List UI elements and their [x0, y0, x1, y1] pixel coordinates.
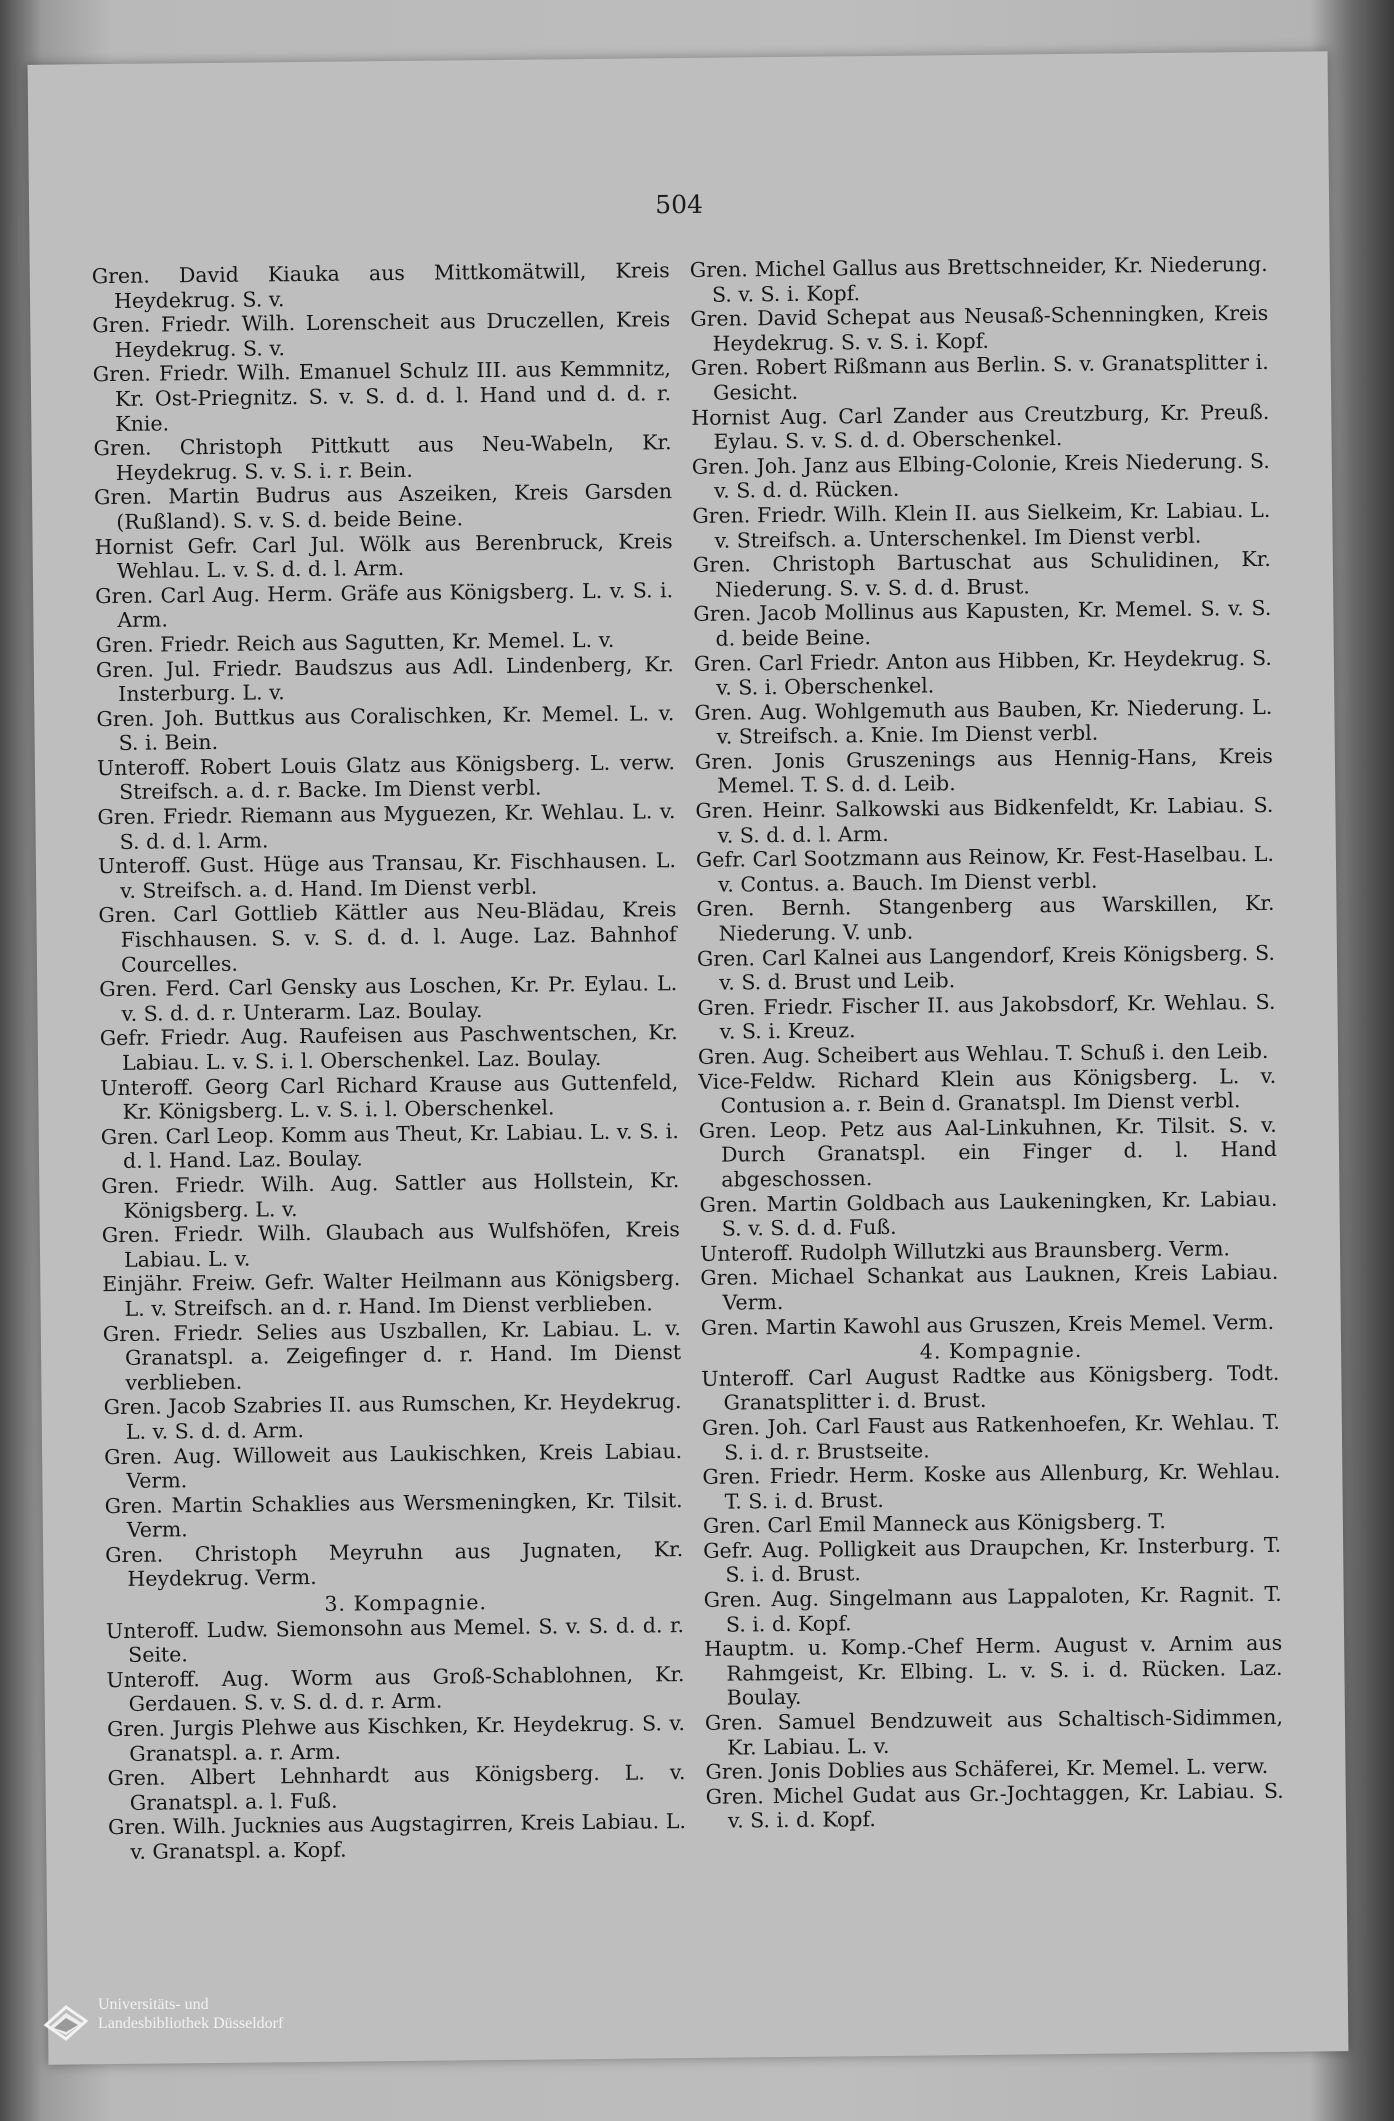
list-entry: Gren. Robert Rißmann aus Berlin. S. v. Granatsplitter i. Gesicht.: [690, 350, 1269, 405]
list-entry: Gren. Carl Kalnei aus Langendorf, Kreis Königsberg. S. v. S. d. Brust und Leib.: [696, 940, 1276, 995]
list-entry: Gren. Aug. Willoweit aus Laukischken, Kreis Labiau. Verm.: [104, 1438, 683, 1493]
library-logo: [40, 1995, 310, 2055]
list-entry: Gren. Martin Schaklies aus Wersmeningken, Kr. Tilsit. Verm.: [104, 1487, 683, 1543]
list-entry: Einjähr. Freiw. Gefr. Walter Heilmann aus Königsberg. L. v. Streifsch. an d. r. Hand. Im Dienst verblieben.: [102, 1266, 681, 1321]
list-entry: Gren. Joh. Buttkus aus Coralischken, Kr. Memel. L. v. S. i. Bein.: [96, 700, 675, 756]
list-entry: Gefr. Friedr. Aug. Raufeisen aus Paschwentschen, Kr. Labiau. L. v. S. i. l. Oberschenkel. Laz. Boulay.: [99, 1020, 678, 1075]
list-entry: Gren. Leop. Petz aus Aal-Linkuhnen, Kr. Tilsit. S. v. Durch Granatspl. ein Finger d. l. Hand abgeschossen.: [698, 1112, 1278, 1192]
list-entry: Gren. Christoph Bartuschat aus Schulidinen, Kr. Niederung. S. v. S. d. d. Brust.: [692, 546, 1271, 602]
list-entry: Gren. Carl Aug. Herm. Gräfe aus Königsberg. L. v. S. i. Arm.: [95, 577, 674, 633]
list-entry: Unteroff. Robert Louis Glatz aus Königsberg. L. verw. Streifsch. a. d. r. Backe. Im Dienst verbl.: [96, 749, 676, 805]
list-entry: Gren. Friedr. Wilh. Glaubach aus Wulfshöfen, Kreis Labiau. L. v.: [101, 1217, 680, 1272]
list-entry: Gren. Albert Lehnhardt aus Königsberg. L. v. Granatspl. a. l. Fuß.: [107, 1760, 686, 1815]
list-entry: Gren. Aug. Singelmann aus Lappaloten, Kr. Ragnit. T. S. i. d. Kopf.: [703, 1581, 1282, 1637]
list-entry: Unteroff. Georg Carl Richard Krause aus Guttenfeld, Kr. Königsberg. L. v. S. i. l. Oberschenkel.: [100, 1069, 679, 1125]
list-entry: Gren. Friedr. Selies aus Uszballen, Kr. Labiau. L. v. Granatspl. a. Zeigefinger d. r. Hand. Im Dienst verblieben.: [102, 1315, 682, 1395]
library-logo-line1: Universitäts- und: [98, 1996, 209, 2013]
page-number: 504: [655, 189, 704, 220]
list-entry: Unteroff. Aug. Worm aus Groß-Schablohnen, Kr. Gerdauen. S. v. S. d. d. r. Arm.: [106, 1661, 685, 1717]
list-entry: Gren. Heinr. Salkowski aus Bidkenfeldt, Kr. Labiau. S. v. S. d. d. l. Arm.: [695, 792, 1274, 848]
list-entry: Gren. Friedr. Wilh. Lorenscheit aus Druczellen, Kreis Heydekrug. S. v.: [92, 307, 671, 362]
list-entry: Gren. Bernh. Stangenberg aus Warskillen, Kr. Niederung. V. unb.: [696, 891, 1275, 946]
list-entry: Gren. Friedr. Wilh. Klein II. aus Sielkeim, Kr. Labiau. L. v. Streifsch. a. Unterschenkel. Im Dienst verbl.: [692, 497, 1271, 553]
list-entry: Hornist Aug. Carl Zander aus Creutzburg, Kr. Preuß. Eylau. S. v. S. d. d. Oberschenkel.: [691, 399, 1270, 454]
list-entry: Gren. Joh. Carl Faust aus Ratkenhoefen, Kr. Wehlau. T. S. i. d. r. Brustseite.: [701, 1409, 1280, 1465]
list-entry: Gren. Christoph Pittkutt aus Neu-Wabeln, Kr. Heydekrug. S. v. S. i. r. Bein.: [93, 430, 672, 485]
list-entry: Gren. Michael Schankat aus Lauknen, Kreis Labiau. Verm.: [700, 1260, 1279, 1315]
list-entry: Gren. David Kiauka aus Mittkomätwill, Kreis Heydekrug. S. v.: [91, 258, 670, 313]
right-column: [690, 252, 1284, 1834]
list-entry: Gren. Michel Gallus aus Brettschneider, Kr. Niederung. S. v. S. i. Kopf.: [689, 251, 1268, 307]
list-entry: Unteroff. Carl August Radtke aus Königsberg. Todt. Granatsplitter i. d. Brust.: [701, 1360, 1280, 1415]
left-column: [92, 258, 687, 1865]
list-entry: Gren. Aug. Scheibert aus Wehlau. T. Schuß i. den Leib.: [697, 1038, 1269, 1069]
list-entry: Gren. Jacob Szabries II. aus Rumschen, Kr. Heydekrug. L. v. S. d. d. Arm.: [103, 1389, 682, 1444]
list-entry: Gren. Friedr. Fischer II. aus Jakobsdorf, Kr. Wehlau. S. v. S. i. Kreuz.: [697, 989, 1276, 1045]
list-entry: Gren. Friedr. Wilh. Aug. Sattler aus Hollstein, Kr. Königsberg. L. v.: [101, 1168, 680, 1223]
list-entry: Gren. Friedr. Reich aus Sagutten, Kr. Memel. L. v.: [95, 627, 615, 658]
section-heading: 3. Kompagnie.: [324, 1590, 488, 1616]
list-entry: Gren. Aug. Wohlgemuth aus Bauben, Kr. Niederung. L. v. Streifsch. a. Knie. Im Dienst verbl.: [694, 694, 1273, 749]
list-entry: Gren. Jacob Mollinus aus Kapusten, Kr. Memel. S. v. S. d. beide Beine.: [693, 596, 1272, 651]
list-entry: Gren. Carl Friedr. Anton aus Hibben, Kr. Heydekrug. S. v. S. i. Oberschenkel.: [693, 645, 1272, 700]
list-entry: Gefr. Carl Sootzmann aus Reinow, Kr. Fest-Haselbau. L. v. Contus. a. Bauch. Im Dienst verbl.: [695, 842, 1275, 897]
list-entry: Gren. David Schepat aus Neusaß-Schenningken, Kreis Heydekrug. S. v. S. i. Kopf.: [690, 301, 1269, 356]
list-entry: Gren. Jonis Doblies aus Schäferei, Kr. Memel. L. verw.: [705, 1754, 1269, 1785]
list-entry: Hornist Gefr. Carl Jul. Wölk aus Berenbruck, Kreis Wehlau. L. v. S. d. d. l. Arm.: [94, 528, 673, 584]
list-entry: Gren. Carl Gottlieb Kättler aus Neu-Blädau, Kreis Fischhausen. S. v. S. d. d. l. Auge. Laz. Bahnhof Courcelles.: [98, 897, 677, 977]
document-page: [28, 51, 1349, 2065]
list-entry: Hauptm. u. Komp.-Chef Herm. August v. Arnim aus Rahmgeist, Kr. Elbing. L. v. S. i. d. Rücken. Laz. Boulay.: [704, 1631, 1283, 1711]
list-entry: Gren. Jurgis Plehwe aus Kischken, Kr. Heydekrug. S. v. Granatspl. a. r. Arm.: [106, 1711, 686, 1766]
list-entry: Gren. Carl Emil Manneck aus Königsberg. T.: [702, 1509, 1166, 1539]
list-entry: Gren. Samuel Bendzuweit aus Schaltisch-Sidimmen, Kr. Labiau. L. v.: [704, 1704, 1284, 1760]
list-entry: Gren. Carl Leop. Komm aus Theut, Kr. Labiau. L. v. S. i. d. l. Hand. Laz. Boulay.: [100, 1118, 679, 1174]
list-entry: Unteroff. Gust. Hüge aus Transau, Kr. Fischhausen. L. v. Streifsch. a. d. Hand. Im Dienst verbl.: [97, 848, 677, 903]
list-entry: Gefr. Aug. Polligkeit aus Draupchen, Kr. Insterburg. T. S. i. d. Brust.: [703, 1532, 1282, 1588]
list-entry: Unteroff. Rudolph Willutzki aus Braunsberg. Verm.: [699, 1236, 1231, 1266]
list-entry: Gren. Wilh. Jucknies aus Augstagirren, Kreis Labiau. L. v. Granatspl. a. Kopf.: [107, 1809, 687, 1864]
list-entry: Gren. Ferd. Carl Gensky aus Loschen, Kr. Pr. Eylau. L. v. S. d. d. r. Unterarm. Laz. Boulay.: [99, 971, 678, 1026]
list-entry: Gren. Jonis Gruszenings aus Hennig-Hans, Kreis Memel. T. S. d. d. Leib.: [694, 743, 1273, 799]
list-entry: Gren. Jul. Friedr. Baudszus aus Adl. Lindenberg, Kr. Insterburg. L. v.: [95, 651, 674, 707]
list-entry: Gren. Christoph Meyruhn aus Jugnaten, Kr. Heydekrug. Verm.: [105, 1536, 684, 1592]
section-heading: 4. Kompagnie.: [919, 1338, 1083, 1364]
list-entry: Gren. Michel Gudat aus Gr.-Jochtaggen, Kr. Labiau. S. v. S. i. d. Kopf.: [705, 1778, 1284, 1834]
book-logo-icon: [40, 1999, 92, 2043]
list-entry: Gren. Martin Kawohl aus Gruszen, Kreis Memel. Verm.: [700, 1309, 1275, 1340]
list-entry: Vice-Feldw. Richard Klein aus Königsberg. L. v. Contusion a. r. Bein d. Granatspl. Im Dienst verbl.: [698, 1063, 1277, 1118]
list-entry: Gren. Friedr. Herm. Koske aus Allenburg, Kr. Wehlau. T. S. i. d. Brust.: [702, 1458, 1281, 1514]
list-entry: Gren. Martin Budrus aus Aszeiken, Kreis Garsden (Rußland). S. v. S. d. beide Beine.: [93, 479, 673, 534]
list-entry: Gren. Friedr. Riemann aus Myguezen, Kr. Wehlau. L. v. S. d. d. l. Arm.: [97, 799, 676, 854]
list-entry: Unteroff. Ludw. Siemonsohn aus Memel. S. v. S. d. d. r. Seite.: [105, 1612, 685, 1668]
list-entry: Gren. Martin Goldbach aus Laukeningken, Kr. Labiau. S. v. S. d. d. Fuß.: [699, 1186, 1278, 1241]
list-entry: Gren. Friedr. Wilh. Emanuel Schulz III. aus Kemmnitz, Kr. Ost-Priegnitz. S. v. S. d. d. l. Hand und d. d. r. Knie.: [92, 356, 672, 436]
list-entry: Gren. Joh. Janz aus Elbing-Colonie, Kreis Niederung. S. v. S. d. d. Rücken.: [691, 448, 1270, 504]
library-logo-line2: Landesbibliothek Düsseldorf: [98, 2015, 284, 2032]
